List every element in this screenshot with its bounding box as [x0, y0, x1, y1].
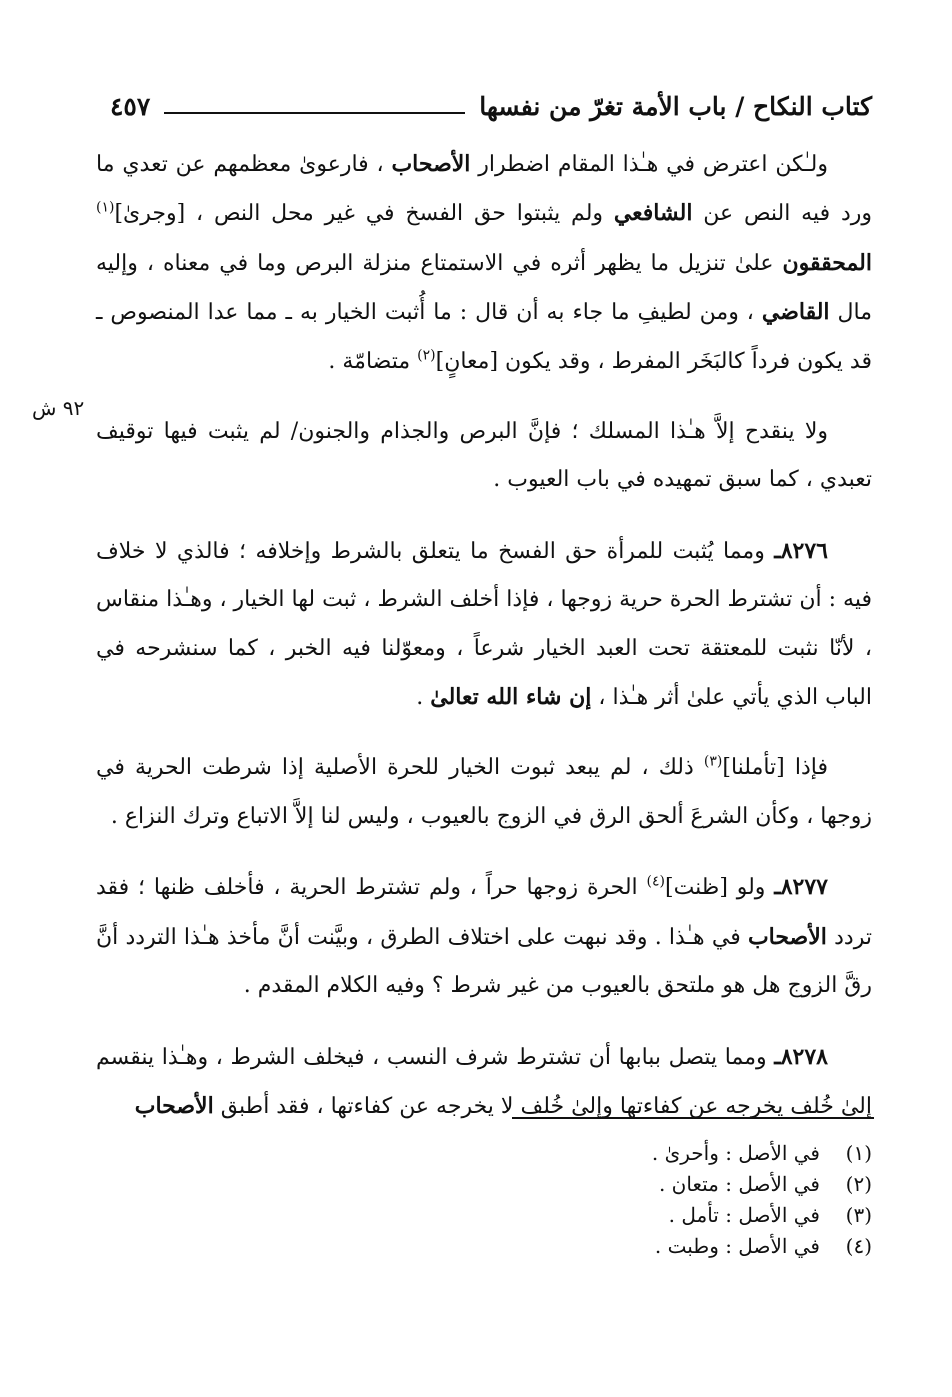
footnote-text: في الأصل : وأحرىٰ . [651, 1141, 820, 1165]
paragraph-1 [96, 140, 872, 386]
main-text [96, 140, 872, 1131]
page-number: ٤٥٧ [110, 91, 151, 121]
text-run: متضامّة . [328, 348, 418, 374]
paragraph-number: ٨٢٧٦ـ [774, 537, 828, 564]
text-run: الحرة زوجها حراً ، ولم تشترط الحرية ، فأخلف ظنها ؛ فقد تردد [96, 875, 872, 950]
paragraph-2 [96, 408, 872, 505]
footnotes [652, 1138, 872, 1262]
bold-term: الأصحاب [391, 151, 471, 177]
footnote-1 [652, 1138, 872, 1169]
footnote-number: (١) [845, 1141, 872, 1165]
paragraph-4 [96, 744, 872, 841]
text-run: في هـٰذا . وقد نبهت على اختلاف الطرق ، وبيَّنت أنَّ مأخذ هـٰذا التردد أنَّ رقَّ الزوج هل هو ملتحق بالعيوب من غير شرط ؟ وفيه الكلام المقدم . [96, 924, 872, 999]
paragraph-5 [96, 863, 872, 1010]
text-run: ، فارعوىٰ معظمهم عن تعدي ما ورد فيه النص عن [96, 152, 872, 227]
footnote-number: (٤) [845, 1234, 872, 1258]
text-run: فإذا [تأملنا] [722, 755, 828, 781]
text-run: ولو [ظنت] [664, 875, 775, 901]
margin-note: ٩٢ ش [32, 396, 85, 420]
footnote-number: (٣) [845, 1203, 872, 1227]
running-header [110, 86, 872, 126]
text-run: . [416, 685, 431, 711]
chapter-title: كتاب النكاح / باب الأمة تغرّ من نفسها [479, 91, 872, 121]
text-run: ذلك ، لم يبعد ثبوت الخيار للحرة الأصلية إذا شرطت الحرية في زوجها ، وكأن الشرعَ ألحق الرق في الزوج بالعيوب ، وليس لنا إلاَّ الاتباع وترك النزاع . [96, 755, 872, 829]
text-run: ومما يُثبت للمرأة حق الفسخ ما يتعلق بالشرط وإخلافه ؛ فالذي لا خلاف فيه : أن تشترط الحرة حرية زوجها ، فإذا أخلف الشرط ، ثبت لها الخيار ، وهـٰذا منقاس ، لأنّا نثبت للمعتقة تحت العبد الخيار شرعاً ، ومعوّلنا فيه الخبر ، كما سنشرحه في الباب الذي يأتي علىٰ أثر هـٰذا ، [96, 538, 872, 711]
header-rule [164, 112, 465, 114]
footnote-ref: (٢) [417, 347, 436, 364]
text-run: ولم يثبتوا حق الفسخ في غير محل النص ، [وجرىٰ] [114, 201, 614, 227]
footnote-3 [652, 1200, 872, 1231]
footnote-separator [512, 1117, 874, 1119]
footnote-ref: (٤) [646, 873, 665, 890]
text-run: ، ومن لطيفِ ما جاء به أن قال : ما أُثبت الخيار به ـ مما عدا المنصوص ـ قد يكون فرداً كالبَخَر المفرط ، وقد يكون [معانٍ] [96, 300, 872, 374]
footnote-text: في الأصل : وطبت . [654, 1234, 820, 1258]
footnote-text: في الأصل : تأمل . [668, 1203, 820, 1227]
paragraph-number: ٨٢٧٨ـ [774, 1043, 828, 1070]
footnote-ref: (١) [96, 200, 115, 217]
text-run: ولا ينقدح إلاَّ هـٰذا المسلك ؛ فإنَّ البرص والجذام والجنون/ لم يثبت فيها توقيف تعبدي ، كما سبق تمهيده في باب العيوب . [96, 419, 872, 493]
text-run: علىٰ تنزيل ما يظهر أثره في الاستمتاع منزلة البرص وما في معناه ، وإليه مال [96, 250, 872, 326]
paragraph-3 [96, 527, 872, 723]
paragraph-number: ٨٢٧٧ـ [774, 874, 828, 901]
bold-term: الأصحاب [134, 1092, 214, 1119]
footnote-4 [652, 1231, 872, 1262]
bold-term: الشافعي [613, 200, 693, 227]
footnote-number: (٢) [845, 1172, 872, 1196]
footnote-text: في الأصل : متعان . [658, 1172, 820, 1196]
bold-term: المحققون [782, 249, 872, 276]
footnote-2 [652, 1169, 872, 1200]
bold-term: إن شاء الله تعالىٰ [430, 684, 592, 711]
bold-term: القاضي [761, 299, 830, 326]
footnote-ref: (٣) [703, 754, 723, 771]
bold-term: الأصحاب [747, 923, 827, 950]
text-run: ولـٰكن اعترض في هـٰذا المقام اضطرار [470, 152, 828, 177]
text-run: ومما يتصل ببابها أن تشترط شرف النسب ، فيخلف الشرط ، وهـٰذا ينقسم إلىٰ خُلف يخرجه عن كفاءتها وإلىٰ خُلف لا يخرجه عن كفاءتها ، فقد أطبق [96, 1044, 872, 1119]
